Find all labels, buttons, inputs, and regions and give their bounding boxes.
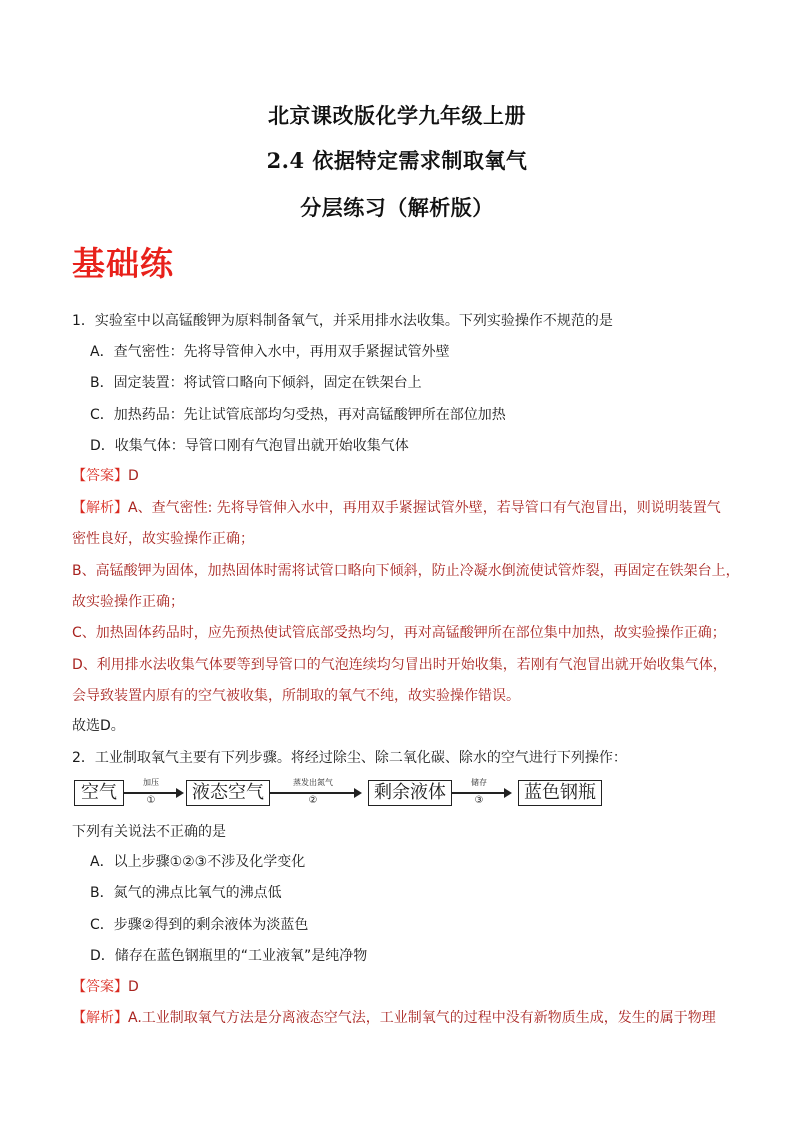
- answer-value: D: [128, 468, 139, 484]
- q2-analysis-line-1: [72, 1008, 716, 1028]
- q1-analysis-line-5: C、加热固体药品时，应先预热使试管底部受热均匀，再对高锰酸钾所在部位集中加热，故实验操作正确；: [72, 625, 726, 641]
- arrow-label: 蒸发出氮气: [293, 778, 333, 787]
- flow-arrow-1: [124, 778, 184, 808]
- flow-box-liquid-air: 液态空气: [186, 780, 270, 806]
- q2-answer: [72, 977, 139, 997]
- analysis-text: A、查气密性: 先将导管伸入水中，再用双手紧握试管外壁，若导管口有气泡冒出，则说明装置气: [128, 500, 721, 516]
- q1-option-d: D．收集气体：导管口刚有气泡冒出就开始收集气体: [90, 438, 409, 454]
- section-title: 基础练: [72, 244, 174, 283]
- doc-title-1: 北京课改版化学九年级上册: [268, 103, 526, 128]
- q1-option-c: C．加热药品：先让试管底部均匀受热，再对高锰酸钾所在部位加热: [90, 407, 506, 423]
- answer-value: D: [128, 979, 139, 995]
- q2-option-b: B．氮气的沸点比氧气的沸点低: [90, 885, 282, 901]
- flow-box-air: 空气: [74, 780, 124, 806]
- doc-title-2: 2.4 依据特定需求制取氧气: [266, 148, 528, 173]
- flow-box-remaining-liquid: 剩余液体: [368, 780, 452, 806]
- q1-stem: 1．实验室中以高锰酸钾为原料制备氧气，并采用排水法收集。下列实验操作不规范的是: [72, 313, 613, 329]
- arrow-label: 加压: [143, 778, 159, 787]
- analysis-text: A.工业制取氧气方法是分离液态空气法，工业制氧气的过程中没有新物质生成，发生的属于物理: [128, 1010, 716, 1026]
- q2-sub-stem: 下列有关说法不正确的是: [72, 824, 226, 840]
- q1-analysis-line-6: D、利用排水法收集气体要等到导管口的气泡连续均匀冒出时开始收集，若刚有气泡冒出就开始收集气体，: [72, 657, 727, 673]
- q1-analysis-line-4: 故实验操作正确；: [72, 594, 184, 610]
- q2-option-c: C．步骤②得到的剩余液体为淡蓝色: [90, 917, 309, 933]
- arrow-step-number: ②: [308, 795, 318, 806]
- analysis-tag: 【解析】: [72, 500, 128, 516]
- q1-option-a: A．查气密性：先将导管伸入水中，再用双手紧握试管外壁: [90, 344, 450, 360]
- analysis-tag: 【解析】: [72, 1010, 128, 1026]
- q1-analysis-line-3: B、高锰酸钾为固体，加热固体时需将试管口略向下倾斜，防止冷凝水倒流使试管炸裂，再固定在铁架台上，: [72, 563, 740, 579]
- q1-analysis-line-1: [72, 498, 721, 518]
- answer-tag: 【答案】: [72, 468, 128, 484]
- flow-box-blue-cylinder: 蓝色钢瓶: [518, 780, 602, 806]
- flow-arrow-2: [270, 778, 362, 808]
- q1-answer: [72, 466, 139, 486]
- arrow-step-number: ①: [146, 795, 156, 806]
- q2-option-d: D．储存在蓝色钢瓶里的“工业液氧”是纯净物: [90, 948, 368, 964]
- q2-stem: 2．工业制取氧气主要有下列步骤。将经过除尘、除二氧化碳、除水的空气进行下列操作：: [72, 750, 627, 766]
- q1-analysis-line-2: 密性良好，故实验操作正确；: [72, 531, 254, 547]
- q1-option-b: B．固定装置：将试管口略向下倾斜，固定在铁架台上: [90, 375, 422, 391]
- q1-conclusion: 故选D。: [72, 718, 125, 734]
- arrow-label: 储存: [471, 778, 487, 787]
- q1-analysis-line-7: 会导致装置内原有的空气被收集，所制取的氧气不纯，故实验操作错误。: [72, 688, 520, 704]
- process-flow-diagram: [72, 778, 612, 810]
- doc-title-3: 分层练习（解析版）: [300, 195, 494, 220]
- q2-option-a: A．以上步骤①②③不涉及化学变化: [90, 854, 306, 870]
- answer-tag: 【答案】: [72, 979, 128, 995]
- arrow-step-number: ③: [474, 795, 484, 806]
- flow-arrow-3: [452, 778, 512, 808]
